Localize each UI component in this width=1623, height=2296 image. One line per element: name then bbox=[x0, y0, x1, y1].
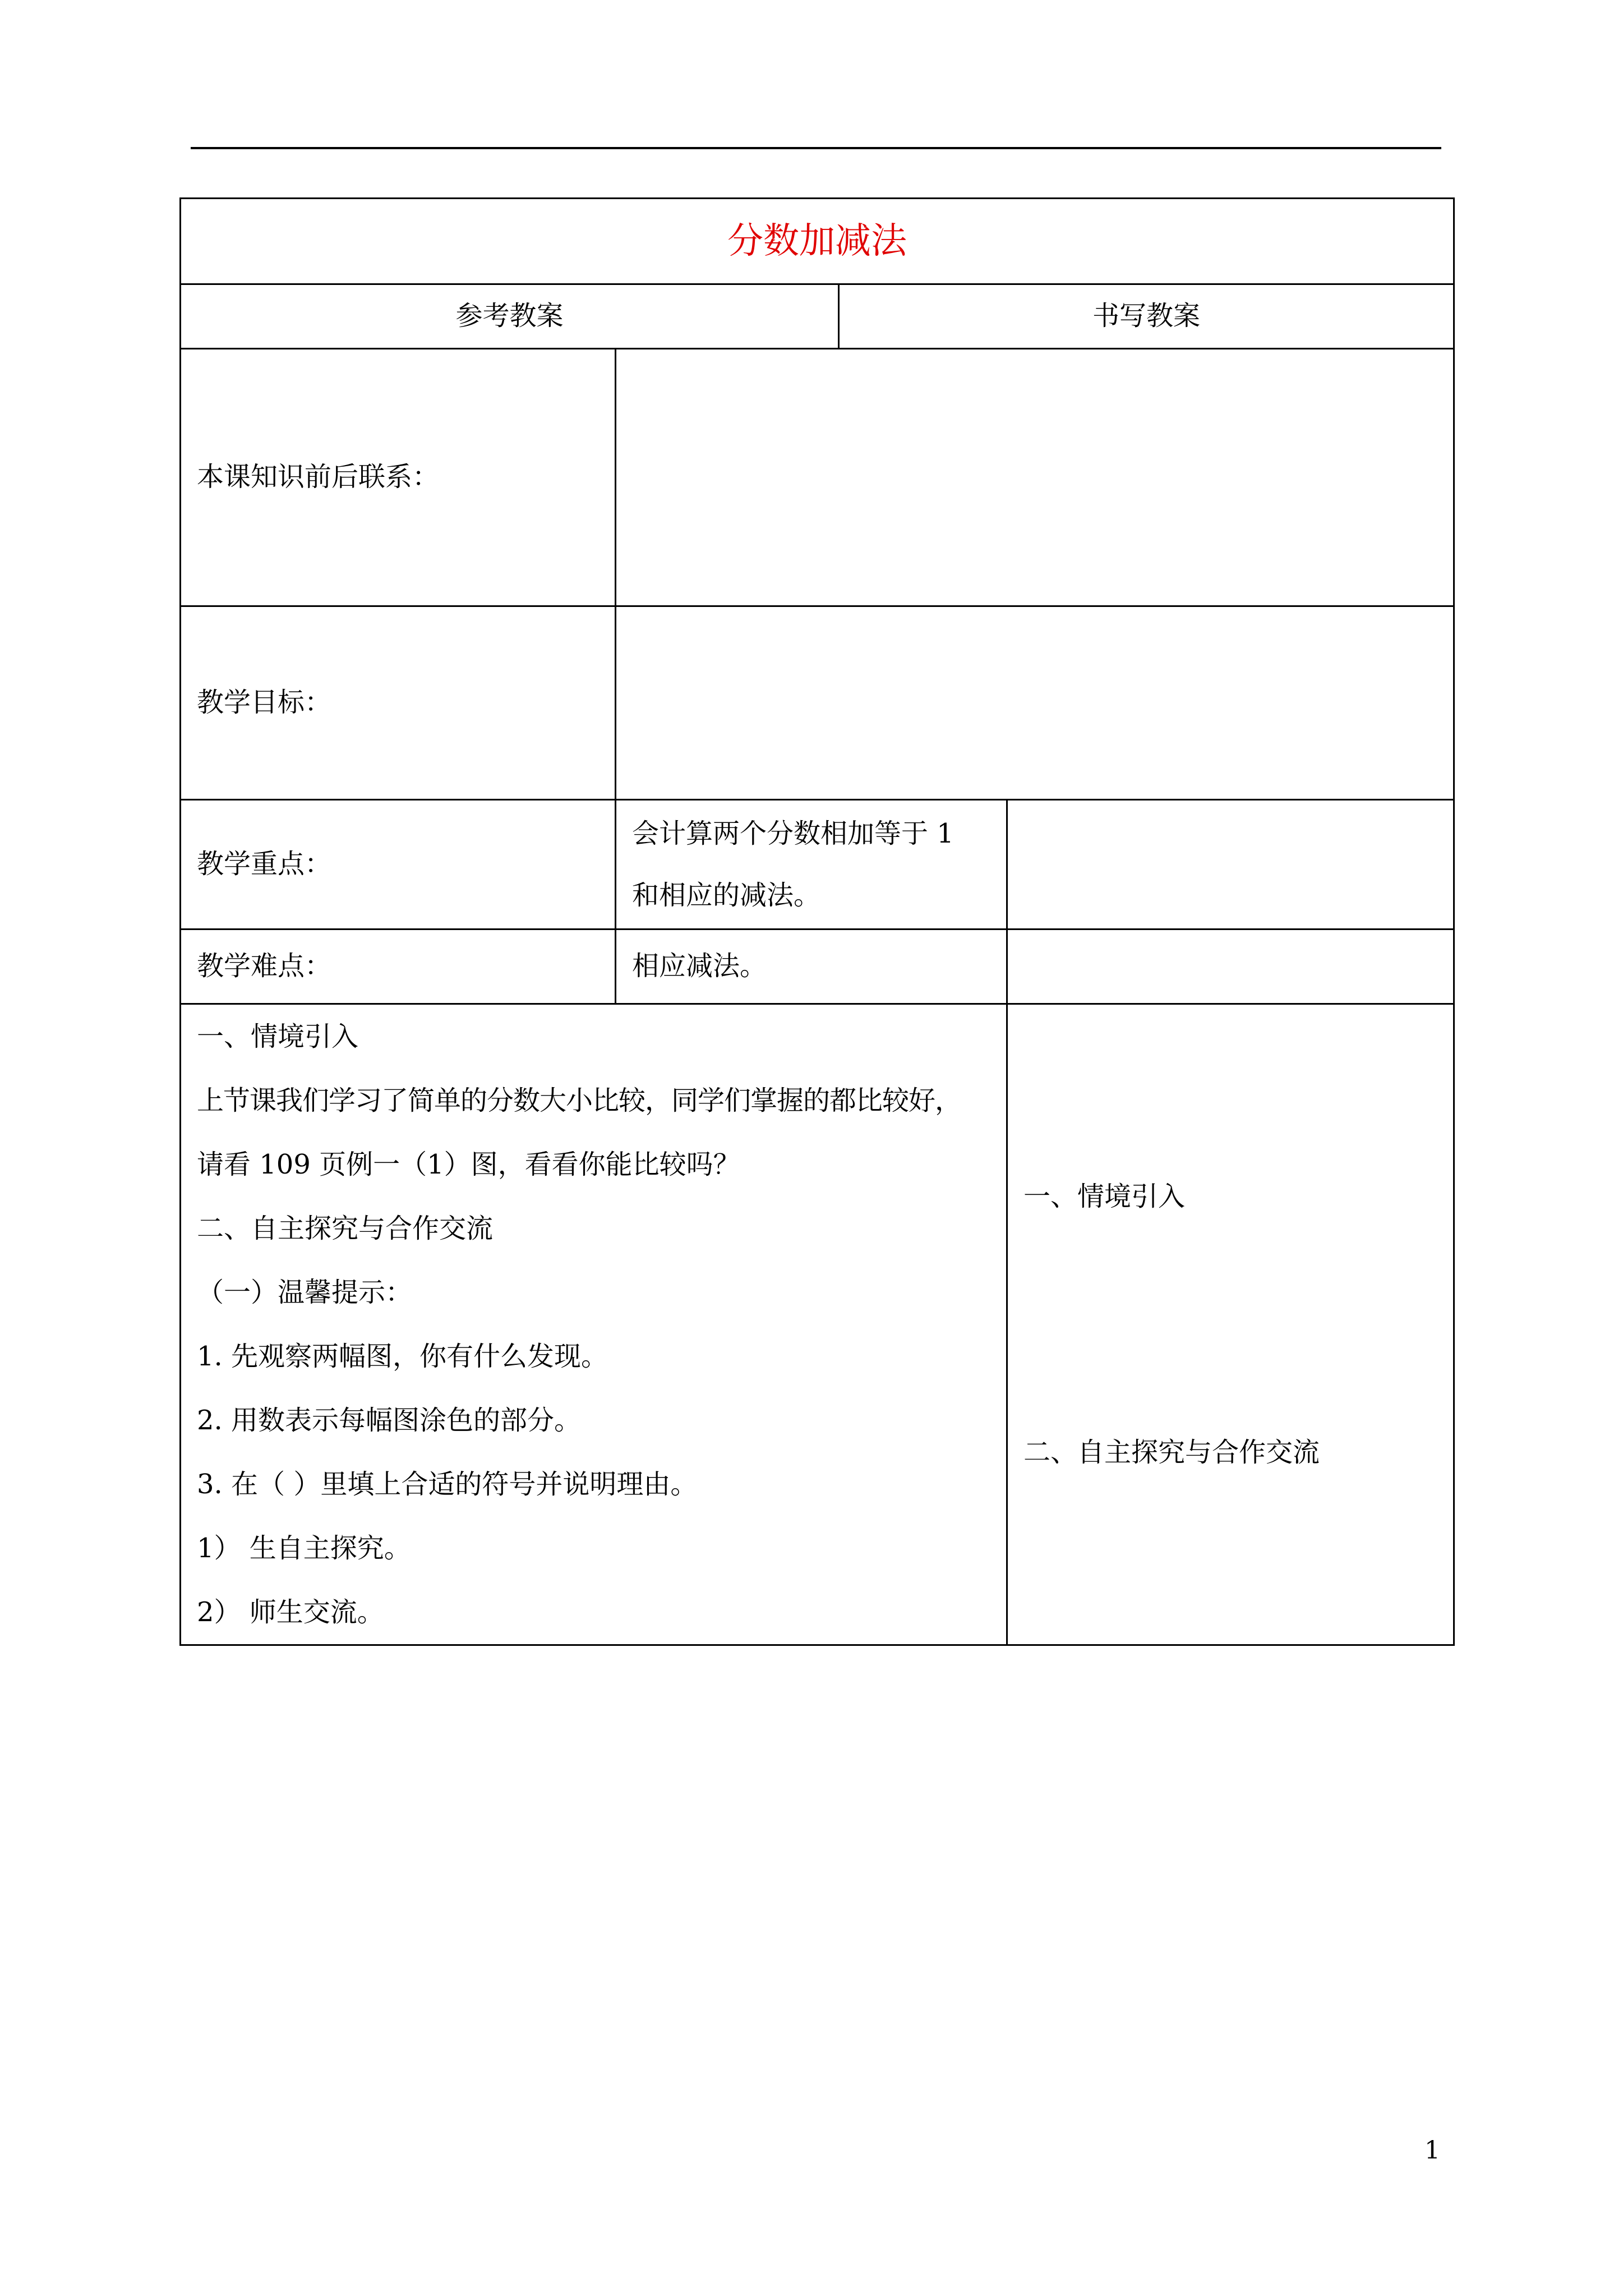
process-line: 一、情境引入 bbox=[197, 1021, 359, 1052]
page-title: 分数加减法 bbox=[727, 220, 907, 262]
lesson-plan-table bbox=[179, 197, 1455, 1646]
side-note: 一、情境引入 bbox=[1023, 1181, 1186, 1212]
process-line: 二、自主探究与合作交流 bbox=[197, 1213, 494, 1244]
process-line: 上节课我们学习了简单的分数大小比较，同学们掌握的都比较好， bbox=[197, 1085, 962, 1116]
process-line: 请看 109 页例一（1）图，看看你能比较吗？ bbox=[197, 1149, 740, 1180]
key-point-line: 会计算两个分数相加等于 1 bbox=[632, 818, 954, 849]
process-line: （一）温馨提示： bbox=[197, 1277, 413, 1308]
objectives-content bbox=[616, 606, 1454, 800]
teaching-process bbox=[181, 1004, 1007, 1645]
process-line: 3. 在（ ）里填上合适的符号并说明理由。 bbox=[197, 1469, 698, 1500]
key-point-label: 教学重点： bbox=[181, 800, 616, 930]
difficulty-label: 教学难点： bbox=[181, 930, 616, 1004]
difficulty-notes bbox=[1007, 930, 1454, 1004]
key-point-content bbox=[616, 800, 1007, 930]
key-point-line: 和相应的减法。 bbox=[632, 880, 821, 911]
process-line: 1） 生自主探究。 bbox=[197, 1533, 411, 1564]
side-note: 二、自主探究与合作交流 bbox=[1023, 1437, 1320, 1468]
page-number: 1 bbox=[1424, 2136, 1440, 2165]
process-line: 1. 先观察两幅图，你有什么发现。 bbox=[197, 1341, 608, 1372]
header-rule bbox=[191, 147, 1441, 149]
knowledge-links-label: 本课知识前后联系： bbox=[181, 349, 616, 606]
process-line: 2. 用数表示每幅图涂色的部分。 bbox=[197, 1405, 582, 1436]
column-header-writing: 书写教案 bbox=[839, 284, 1454, 349]
knowledge-links-content bbox=[616, 349, 1454, 606]
title-cell bbox=[181, 199, 1454, 284]
objectives-label: 教学目标： bbox=[181, 606, 616, 800]
column-header-reference: 参考教案 bbox=[181, 284, 839, 349]
writing-notes bbox=[1007, 1004, 1454, 1645]
difficulty-content: 相应减法。 bbox=[616, 930, 1007, 1004]
process-line: 2） 师生交流。 bbox=[197, 1596, 384, 1628]
key-point-notes bbox=[1007, 800, 1454, 930]
